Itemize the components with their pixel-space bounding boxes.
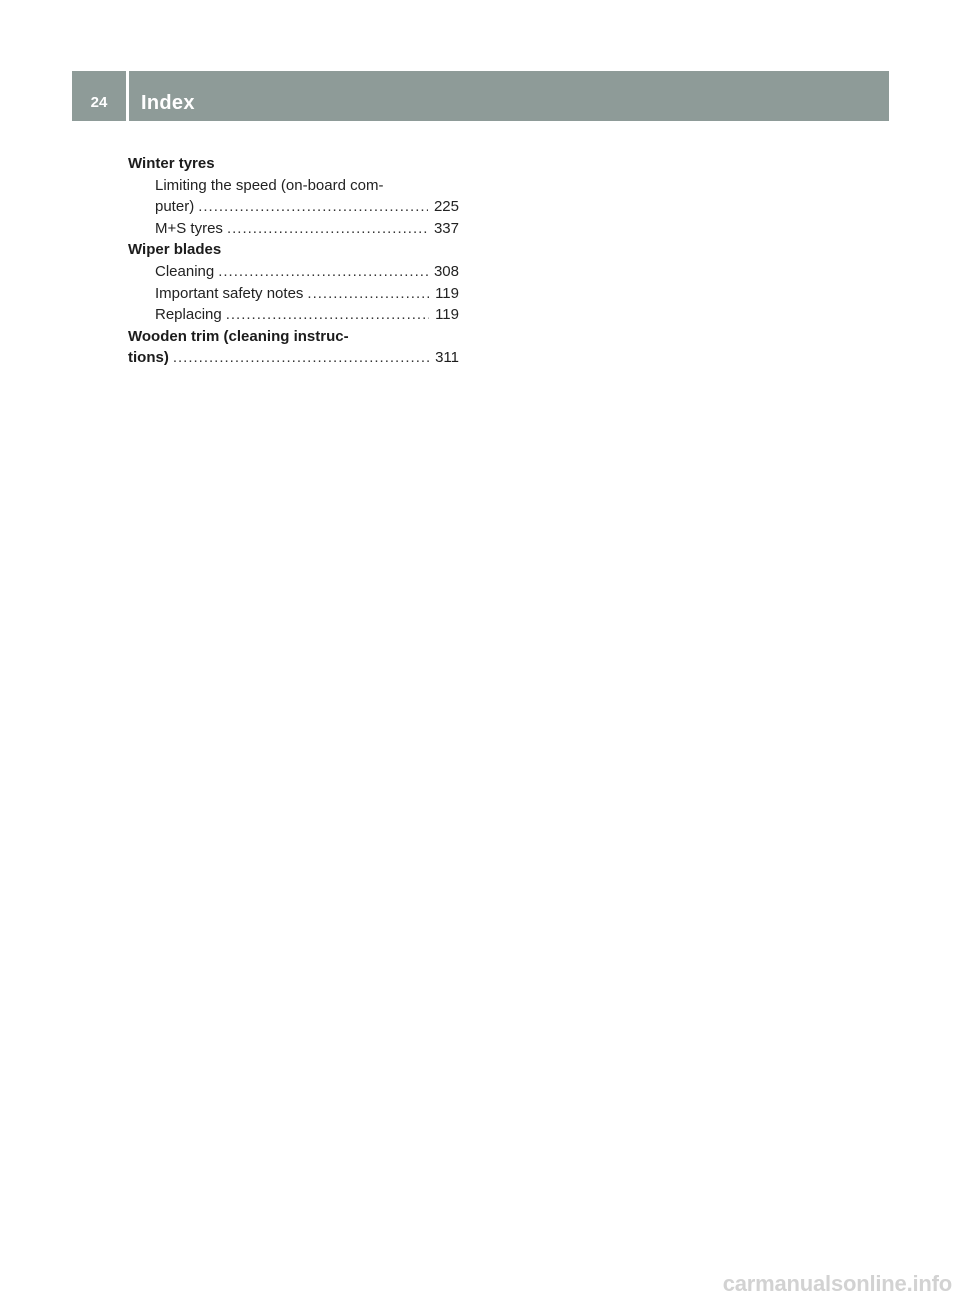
index-page-ref: 311 [435, 349, 459, 367]
dot-leader [173, 347, 429, 369]
index-heading-wooden-trim[interactable] [128, 347, 459, 369]
index-heading-wooden-trim-line1 [128, 326, 459, 348]
index-subentry-label: puter) [155, 198, 195, 216]
index-heading-winter-tyres [128, 153, 459, 175]
index-column [128, 153, 459, 369]
dot-leader [227, 218, 428, 240]
index-page-ref: 337 [433, 219, 459, 237]
index-subentry-label: Important safety notes [155, 284, 304, 302]
dot-leader [307, 283, 429, 305]
index-subentry-label: Replacing [155, 306, 222, 324]
dot-leader [226, 304, 429, 326]
index-subentry-label: Cleaning [155, 262, 215, 280]
dot-leader [198, 196, 428, 218]
index-subentry-limiting-speed-line1 [128, 175, 459, 197]
index-subentry-important-safety-notes[interactable] [128, 283, 459, 305]
page-number: 24 [90, 94, 108, 111]
header-divider [126, 71, 129, 121]
index-page-ref: 119 [435, 306, 459, 324]
section-title: Index [141, 92, 195, 114]
index-subentry-label: M+S tyres [155, 219, 223, 237]
index-heading-label: Wooden trim (cleaning instruc- [128, 327, 349, 345]
page-header-bar [72, 71, 889, 121]
index-subentry-cleaning[interactable] [128, 261, 459, 283]
index-heading-wiper-blades [128, 239, 459, 261]
index-subentry-ms-tyres[interactable] [128, 218, 459, 240]
dot-leader [218, 261, 428, 283]
index-subentry-replacing[interactable] [128, 304, 459, 326]
index-subentry-label: Limiting the speed (on-board com- [155, 176, 384, 194]
index-page-ref: 308 [433, 262, 459, 280]
index-heading-label: Wiper blades [128, 241, 222, 259]
index-heading-label: tions) [128, 349, 169, 367]
index-heading-label: Winter tyres [128, 155, 215, 172]
index-page-ref: 225 [433, 198, 459, 216]
index-page-ref: 119 [435, 284, 459, 302]
index-subentry-limiting-speed[interactable] [128, 196, 459, 218]
watermark: carmanualsonline.info [722, 1271, 952, 1296]
